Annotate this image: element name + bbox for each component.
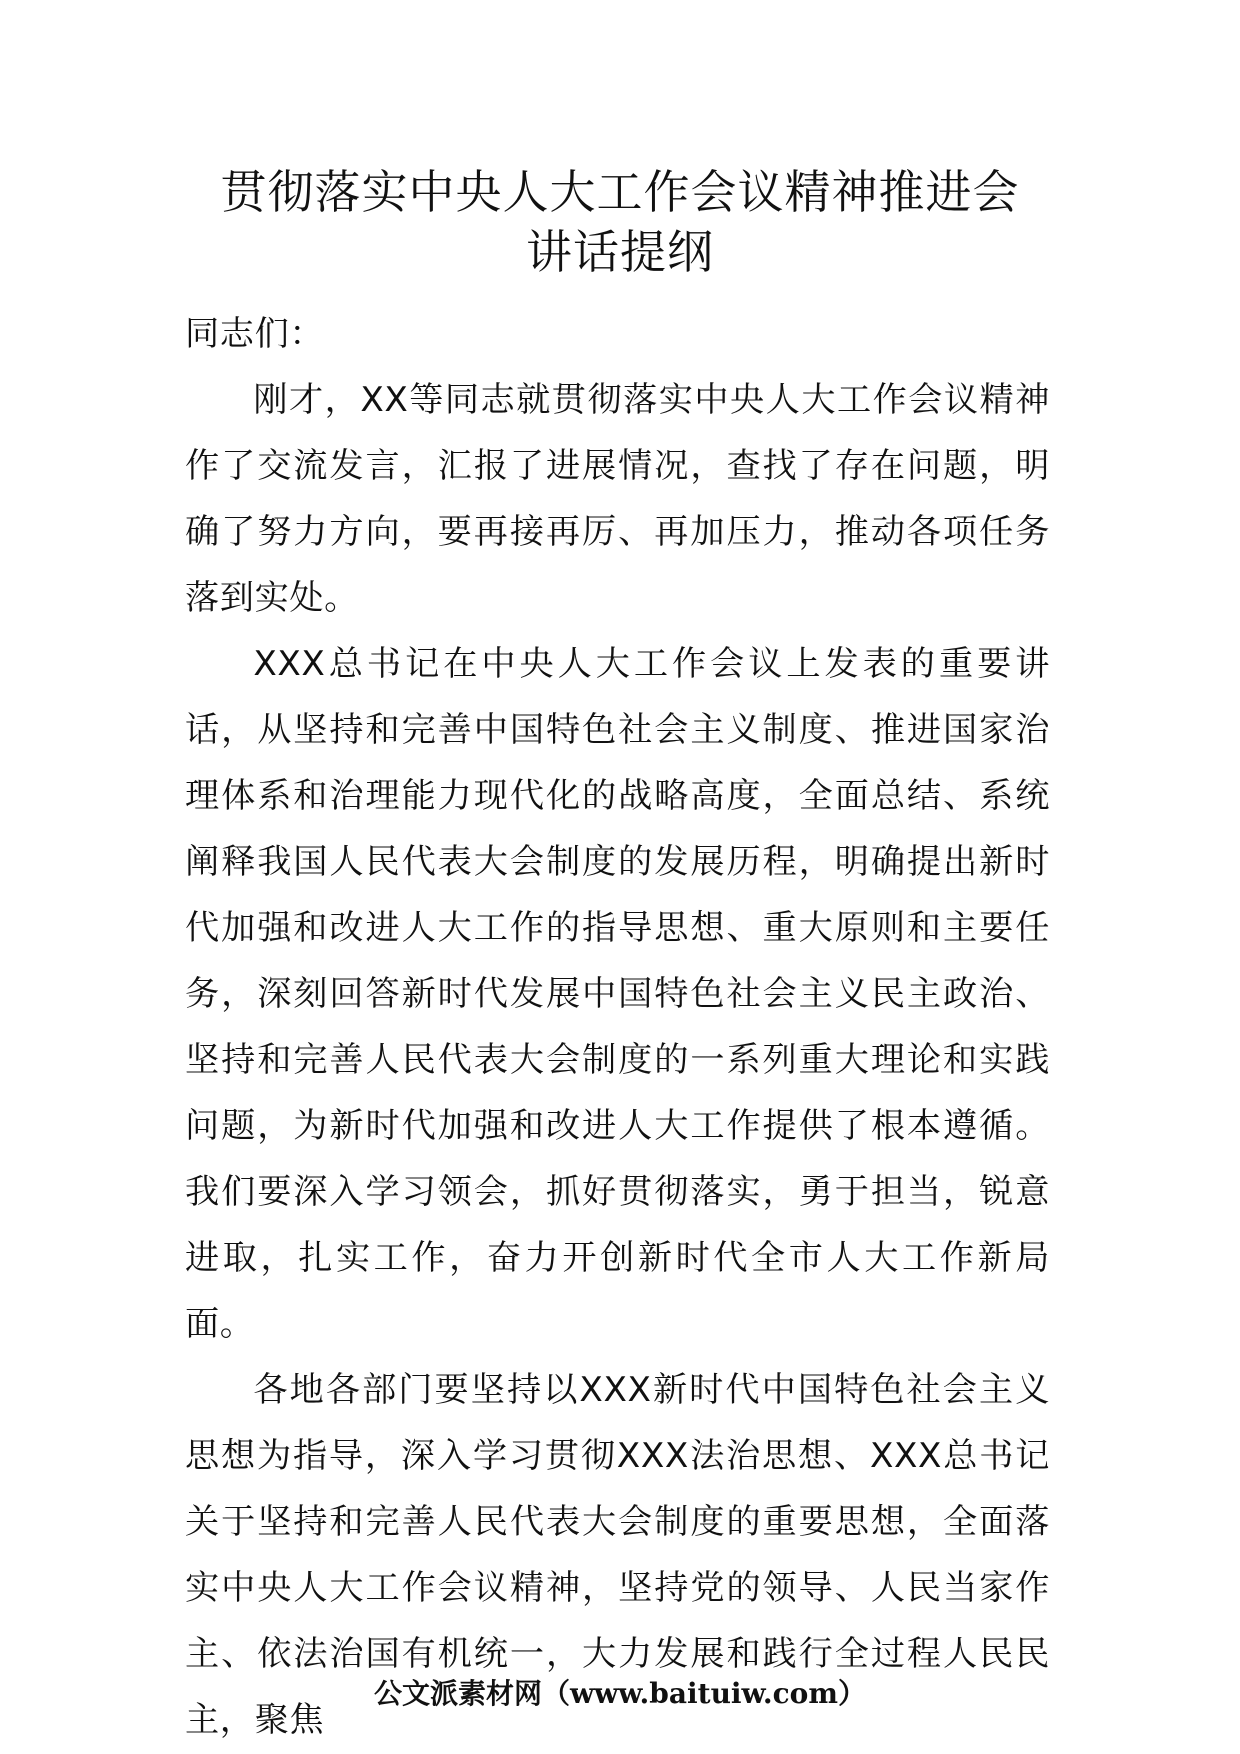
salutation: 同志们： — [185, 314, 325, 354]
paragraph-2: XXX总书记在中央人大工作会议上发表的重要讲话，从坚持和完善中国特色社会主义制度、推进国家治理体系和治理能力现代化的战略高度，全面总结、系统阐释我国人民代表大会制度的发展历程，明确提出新时代加强和改进人大工作的指导思想、重大原则和主要任务，深刻回答新时代发展中国特色社会主义民主政治、坚持和完善人民代表大会制度的一系列重大理论和实践问题，为新时代加强和改进人大工作提供了根本遵循。我们要深入学习领会，抓好贯彻落实，勇于担当，锐意进取，扎实工作，奋力开创新时代全市人大工作新局面。 — [185, 644, 1050, 1344]
paragraph-1: 刚才，XX等同志就贯彻落实中央人大工作会议精神作了交流发言，汇报了进展情况，查找了存在问题，明确了努力方向，要再接再厉、再加压力，推动各项任务落到实处。 — [185, 380, 1050, 618]
document-body — [185, 301, 1050, 1753]
paragraph-3: 各地各部门要坚持以XXX新时代中国特色社会主义思想为指导，深入学习贯彻XXX法治思想、XXX总书记关于坚持和完善人民代表大会制度的重要思想，全面落实中央人大工作会议精神，坚持党的领导、人民当家作主、依法治国有机统一，大力发展和践行全过程人民民主，聚焦 — [185, 1370, 1050, 1740]
title-line-1: 贯彻落实中央人大工作会议精神推进会 — [220, 165, 1020, 219]
title-line-2: 讲话提纲 — [526, 225, 714, 279]
document-title — [180, 162, 1060, 282]
footer-watermark: 公文派素材网（www.baituiw.com） — [374, 1677, 866, 1710]
